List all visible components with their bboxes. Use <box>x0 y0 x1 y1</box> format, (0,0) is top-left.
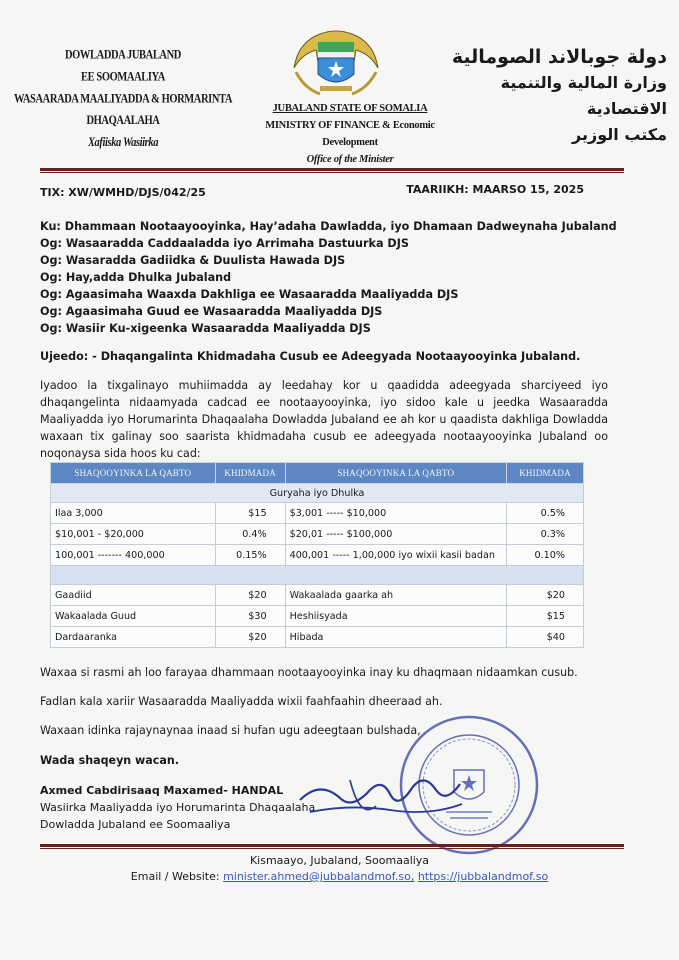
table-cell: 0.10% <box>507 545 584 566</box>
letterhead-arabic-line: وزارة المالية والتنمية الاقتصادية <box>500 73 667 118</box>
fee-table <box>50 462 584 648</box>
table-row <box>51 545 584 566</box>
subject-line: Ujeedo: - Dhaqangalinta Khidmadaha Cusub ee Adeegyada Nootaayooyinka Jubaland. <box>40 350 581 363</box>
recipient-line: Ku: Dhammaan Nootaayooyinka, Hay’adaha Dawladda, iyo Dhamaan Dadweynaha Jubaland <box>40 220 617 233</box>
reference-number: TIX: XW/WMHD/DJS/042/25 <box>40 186 206 199</box>
contact-label: Email / Website: <box>130 870 224 883</box>
recipient-line: Og: Agaasimaha Guud ee Wasaaradda Maaliyadda DJS <box>40 305 383 318</box>
letterhead-arabic-line: دولة جوبالاند الصومالية <box>451 46 667 68</box>
table-cell: Wakaalada Guud <box>51 606 216 627</box>
letterhead-arabic-line: مكتب الوزير <box>572 125 667 144</box>
section-row <box>51 484 584 503</box>
closing-greeting: Wada shaqeyn wacan. <box>40 754 179 767</box>
table-cell: Wakaalada gaarka ah <box>285 585 506 606</box>
letterhead-somali-line: WASAARADA MAALIYADDA & HORMARINTA DHAQAALAHA <box>13 93 233 128</box>
letterhead-english-line: MINISTRY OF FINANCE & Economic Development <box>265 120 435 148</box>
signatory-name: Axmed Cabdirisaaq Maxamed- HANDAL <box>40 784 284 797</box>
coat-of-arms-emblem <box>290 28 382 100</box>
fee-table-header <box>51 463 584 484</box>
footer-divider <box>40 844 624 847</box>
table-cell: 400,001 ----- 1,00,000 iyo wixii kasii badan <box>285 545 506 566</box>
table-cell: 0.15% <box>215 545 285 566</box>
letterhead-arabic <box>427 44 667 148</box>
recipient-line: Og: Wasaaradda Caddaaladda iyo Arrimaha Dastuurka DJS <box>40 237 409 250</box>
table-cell: 0.5% <box>507 503 584 524</box>
handwritten-signature <box>290 760 470 830</box>
table-cell: 100,001 ------- 400,000 <box>51 545 216 566</box>
table-cell: $20 <box>215 627 285 648</box>
table-cell: $15 <box>215 503 285 524</box>
table-cell: $10,001 - $20,000 <box>51 524 216 545</box>
letter-date: TAARIIKH: MAARSO 15, 2025 <box>406 183 584 196</box>
closing-line: Waxaa si rasmi ah loo farayaa dhammaan nootaayooyinka inay ku dhaqmaan nidaamkan cusub. <box>40 666 578 679</box>
column-header: KHIDMADA <box>215 463 285 484</box>
closing-line: Waxaan idinka rajaynaynaa inaad si hufan ugu adeegtaan bulshada, <box>40 724 421 737</box>
table-cell: $20 <box>215 585 285 606</box>
table-cell: 0.4% <box>215 524 285 545</box>
table-cell: 0.3% <box>507 524 584 545</box>
table-row <box>51 524 584 545</box>
spacer-row <box>51 566 584 585</box>
letterhead-somali-line: EE SOOMAALIYA <box>81 71 165 84</box>
closing-line: Fadlan kala xariir Wasaaradda Maaliyadda wixii faahfaahin dheeraad ah. <box>40 695 443 708</box>
letterhead-english-line: Office of the Minister <box>306 154 394 165</box>
letterhead-somali-line: Xafiiska Wasiirka <box>87 136 159 150</box>
table-cell: $30 <box>215 606 285 627</box>
table-cell: Hibada <box>285 627 506 648</box>
recipient-line: Og: Hay,adda Dhulka Jubaland <box>40 271 232 284</box>
table-row <box>51 606 584 627</box>
header-divider-thin <box>40 172 624 173</box>
column-header: KHIDMADA <box>507 463 584 484</box>
table-cell: Dardaaranka <box>51 627 216 648</box>
column-header: SHAQOOYINKA LA QABTO <box>51 463 216 484</box>
table-cell: $15 <box>507 606 584 627</box>
recipient-line: Og: Wasiir Ku-xigeenka Wasaaradda Maaliyadda DJS <box>40 322 371 335</box>
signatory-block <box>40 782 315 833</box>
email-link[interactable]: minister.ahmed@jubbalandmof.so, <box>223 870 415 883</box>
recipients-list <box>40 218 640 337</box>
letterhead-english-line: JUBALAND STATE OF SOMALIA <box>272 103 428 114</box>
table-cell: Gaadiid <box>51 585 216 606</box>
intro-paragraph: Iyadoo la tixgalinayo muhiimadda ay leedahay kor u qaadidda adeegyada sharciyeed iyo dhaqangelinta nidaamyada cadcad ee nootaayooyinka, iyo sidoo kale u jeedka Wasaaradda Maaliyadda iyo Horumarinta Dhaqaalaha Dowladda Jubaland ee ah kor u qaadista dakhliga Dowladda waxaan tix galinay soo saarista khidmadaha cusub ee adeegyada nootaayooyinka Jubaland oo noqonaysa sida hoos ku cad: <box>40 379 608 460</box>
section-label: Guryaha iyo Dhulka <box>51 484 584 503</box>
website-link[interactable]: https://jubbalandmof.so <box>417 870 549 883</box>
table-row <box>51 503 584 524</box>
letterhead-somali <box>8 45 238 154</box>
column-header: SHAQOOYINKA LA QABTO <box>285 463 506 484</box>
letterhead-somali-line: DOWLADDA JUBALAND <box>64 49 181 63</box>
signatory-org: Dowladda Jubaland ee Soomaaliya <box>40 818 231 831</box>
table-cell: $40 <box>507 627 584 648</box>
table-row <box>51 585 584 606</box>
footer-contact <box>0 870 679 883</box>
table-cell: Heshiisyada <box>285 606 506 627</box>
table-cell: Ilaa 3,000 <box>51 503 216 524</box>
table-cell: $20 <box>507 585 584 606</box>
recipient-line: Og: Agaasimaha Waaxda Dakhliga ee Wasaaradda Maaliyadda DJS <box>40 288 459 301</box>
footer-divider-thin <box>40 848 624 849</box>
table-row <box>51 627 584 648</box>
table-cell: $3,001 ----- $10,000 <box>285 503 506 524</box>
recipient-line: Og: Wasaradda Gadiidka & Duulista Hawada DJS <box>40 254 346 267</box>
header-divider <box>40 168 624 171</box>
table-cell: $20,01 ----- $100,000 <box>285 524 506 545</box>
signatory-title: Wasiirka Maaliyadda iyo Horumarinta Dhaqaalaha <box>40 801 316 814</box>
footer-address: Kismaayo, Jubaland, Soomaaliya <box>249 854 430 867</box>
